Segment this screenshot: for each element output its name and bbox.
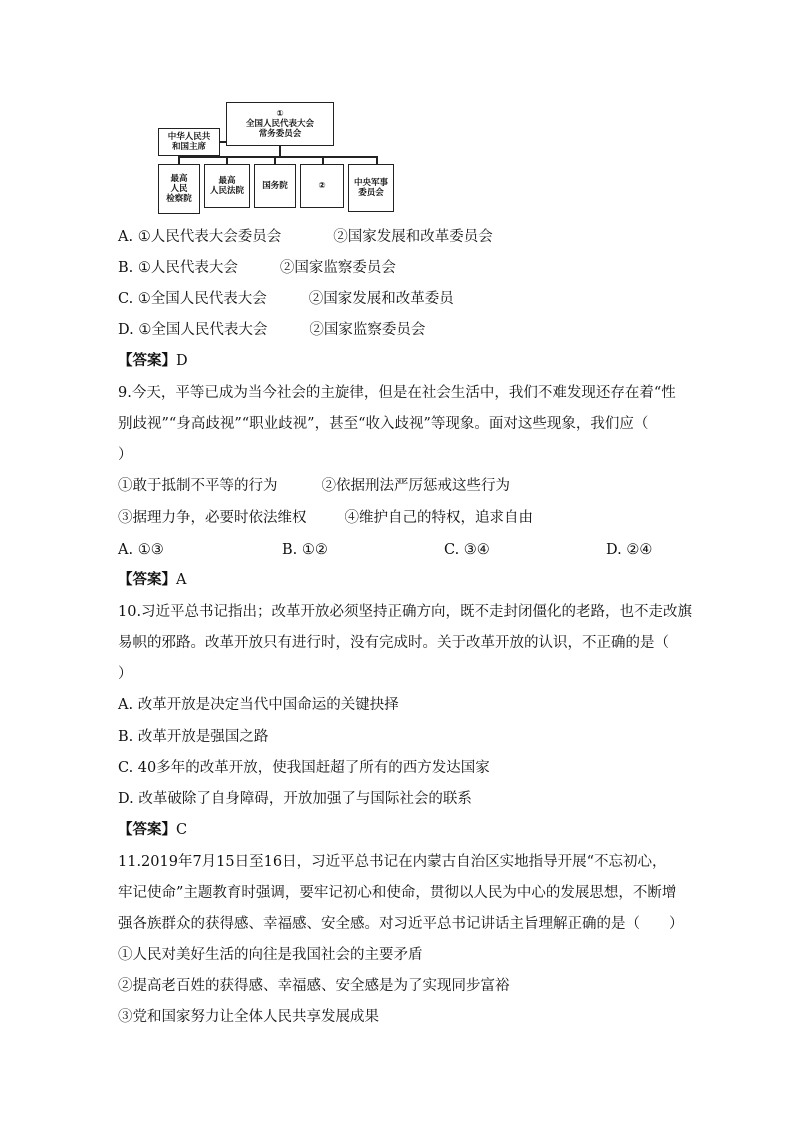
q11-stem-line2: 牢记使命”主题教育时强调，要牢记初心和使命，贯彻以人民为中心的发展思想，不断增 bbox=[118, 885, 677, 901]
q9-item4: ④维护自己的特权，追求自由 bbox=[344, 510, 533, 526]
q11-item2: ②提高老百姓的获得感、幸福感、安全感是为了实现同步富裕 bbox=[118, 978, 510, 994]
connector-drop-3 bbox=[274, 156, 276, 164]
q10-option-a bbox=[118, 695, 399, 715]
q8-option-c-part1: ①全国人民代表大会 bbox=[137, 291, 267, 307]
q9-item2: ②依据刑法严厉惩戒这些行为 bbox=[321, 478, 510, 494]
box1-line3: 检察院 bbox=[166, 194, 192, 204]
box-supreme-court bbox=[204, 164, 250, 208]
box-central-military-commission bbox=[348, 164, 394, 212]
q8-option-c-label: C. bbox=[118, 291, 134, 307]
q8-option-c-part2: ②国家发展和改革委员 bbox=[308, 291, 454, 307]
top-box-marker: ① bbox=[276, 109, 284, 119]
q9-stem-line1: 9.今天，平等已成为当今社会的主旋律，但是在社会生活中，我们不难发现还存在着“性 bbox=[118, 385, 676, 401]
q10-option-c-label: C. bbox=[118, 760, 134, 776]
q8-option-d bbox=[118, 320, 425, 340]
q9-option-a bbox=[118, 540, 164, 560]
q9-items-row1 bbox=[118, 476, 510, 496]
org-chart-diagram bbox=[150, 100, 400, 218]
q10-option-d bbox=[118, 789, 472, 809]
top-box bbox=[226, 102, 334, 146]
q10-option-a-label: A. bbox=[118, 697, 134, 713]
q10-option-d-text: 改革破除了自身障碍，开放加强了与国际社会的联系 bbox=[138, 791, 472, 807]
q10-stem-line2: 易帜的邪路。改革开放只有进行时，没有完成时。关于改革开放的认识，不正确的是（ bbox=[118, 635, 669, 651]
q9-option-c-text: ③④ bbox=[463, 542, 490, 558]
chairman-box bbox=[158, 128, 220, 156]
q10-option-b-text: 改革开放是强国之路 bbox=[137, 729, 269, 745]
q8-option-d-part1: ①全国人民代表大会 bbox=[138, 322, 268, 338]
q9-answer-label: 【答案】 bbox=[118, 571, 176, 588]
q10-option-d-label: D. bbox=[118, 791, 134, 807]
q10-option-c bbox=[118, 758, 490, 778]
q10-option-b-label: B. bbox=[118, 729, 134, 745]
chairman-box-line2: 和国主席 bbox=[171, 142, 206, 152]
q10-answer-value: C bbox=[176, 822, 188, 838]
connector-drop-2 bbox=[226, 156, 228, 164]
q8-option-b-label: B. bbox=[118, 260, 134, 276]
q9-option-b bbox=[282, 540, 328, 560]
q9-item1: ①敢于抵制不平等的行为 bbox=[118, 478, 278, 494]
q11-stem-line1: 11.2019年7月15日至16日，习近平总书记在内蒙古自治区实地指导开展“不忘初心， bbox=[118, 854, 667, 870]
box1-line1: 最高 bbox=[170, 174, 188, 184]
box5-line2: 委员会 bbox=[358, 188, 384, 198]
q8-option-d-label: D. bbox=[118, 322, 134, 338]
q9-option-d bbox=[606, 540, 652, 560]
q9-option-d-label: D. bbox=[606, 542, 622, 558]
q9-stem-line3: ） bbox=[118, 447, 133, 463]
q8-option-a-label: A. bbox=[118, 229, 134, 245]
q8-option-b-part1: ①人民代表大会 bbox=[137, 260, 238, 276]
box2-line2: 人民法院 bbox=[209, 186, 244, 196]
q9-items-row2 bbox=[118, 508, 533, 528]
box-blank-2 bbox=[300, 164, 344, 208]
top-box-line2: 常务委员会 bbox=[258, 129, 302, 139]
q8-option-c bbox=[118, 289, 454, 309]
connector-horizontal bbox=[178, 156, 378, 158]
connector-drop-5 bbox=[376, 156, 378, 164]
box4-line1: ② bbox=[318, 181, 326, 191]
q8-answer bbox=[118, 351, 188, 371]
box-state-council bbox=[254, 164, 296, 208]
q9-option-a-label: A. bbox=[118, 542, 134, 558]
q8-option-d-part2: ②国家监察委员会 bbox=[309, 322, 426, 338]
q8-option-b-part2: ②国家监察委员会 bbox=[279, 260, 396, 276]
q11-item1: ①人民对美好生活的向往是我国社会的主要矛盾 bbox=[118, 947, 423, 963]
connector-drop-4 bbox=[322, 156, 324, 164]
connector-drop-1 bbox=[178, 156, 180, 164]
chairman-box-line1: 中华人民共 bbox=[167, 132, 211, 142]
q10-option-a-text: 改革开放是决定当代中国命运的关键抉择 bbox=[137, 697, 399, 713]
q9-option-c bbox=[444, 540, 490, 560]
top-box-line1: 全国人民代表大会 bbox=[245, 119, 314, 129]
q8-answer-value: D bbox=[176, 353, 188, 369]
q10-stem-line1: 10.习近平总书记指出；改革开放必须坚持正确方向，既不走封闭僵化的老路，也不走改旗 bbox=[118, 604, 693, 620]
q10-stem-line3: ） bbox=[118, 666, 133, 682]
q9-option-b-label: B. bbox=[282, 542, 298, 558]
q10-answer-label: 【答案】 bbox=[118, 821, 176, 838]
q9-option-b-text: ①② bbox=[301, 542, 328, 558]
q9-answer bbox=[118, 570, 186, 590]
q11-item3: ③党和国家努力让全体人民共享发展成果 bbox=[118, 1009, 379, 1025]
q8-option-a-part2: ②国家发展和改革委员会 bbox=[333, 229, 493, 245]
q9-option-d-text: ②④ bbox=[626, 542, 653, 558]
q10-answer bbox=[118, 820, 187, 840]
q8-answer-label: 【答案】 bbox=[118, 352, 176, 369]
box2-line1: 最高 bbox=[218, 176, 236, 186]
box5-line1: 中央军事 bbox=[353, 178, 388, 188]
q10-option-c-text: 40多年的改革开放，使我国赶超了所有的西方发达国家 bbox=[137, 760, 490, 776]
box1-line2: 人民 bbox=[170, 184, 188, 194]
q9-answer-value: A bbox=[176, 572, 187, 588]
q9-option-a-text: ①③ bbox=[137, 542, 164, 558]
q10-option-b bbox=[118, 727, 268, 747]
q9-item3: ③据理力争，必要时依法维权 bbox=[118, 510, 307, 526]
box3-line1: 国务院 bbox=[262, 181, 288, 191]
q8-option-a-part1: ①人民代表大会委员会 bbox=[137, 229, 282, 245]
box-supreme-procuratorate bbox=[158, 164, 200, 214]
q9-stem-line2: 别歧视”“身高歧视”“职业歧视”，甚至“收入歧视”等现象。面对这些现象，我们应（ bbox=[118, 416, 649, 432]
q8-option-a bbox=[118, 227, 493, 247]
connector-top-vertical bbox=[279, 146, 281, 156]
connector-chairman-link bbox=[220, 141, 226, 143]
q8-option-b bbox=[118, 258, 396, 278]
q9-option-c-label: C. bbox=[444, 542, 460, 558]
q11-stem-line3: 强各族群众的获得感、幸福感、安全感。对习近平总书记讲话主旨理解正确的是（ ） bbox=[118, 916, 684, 932]
